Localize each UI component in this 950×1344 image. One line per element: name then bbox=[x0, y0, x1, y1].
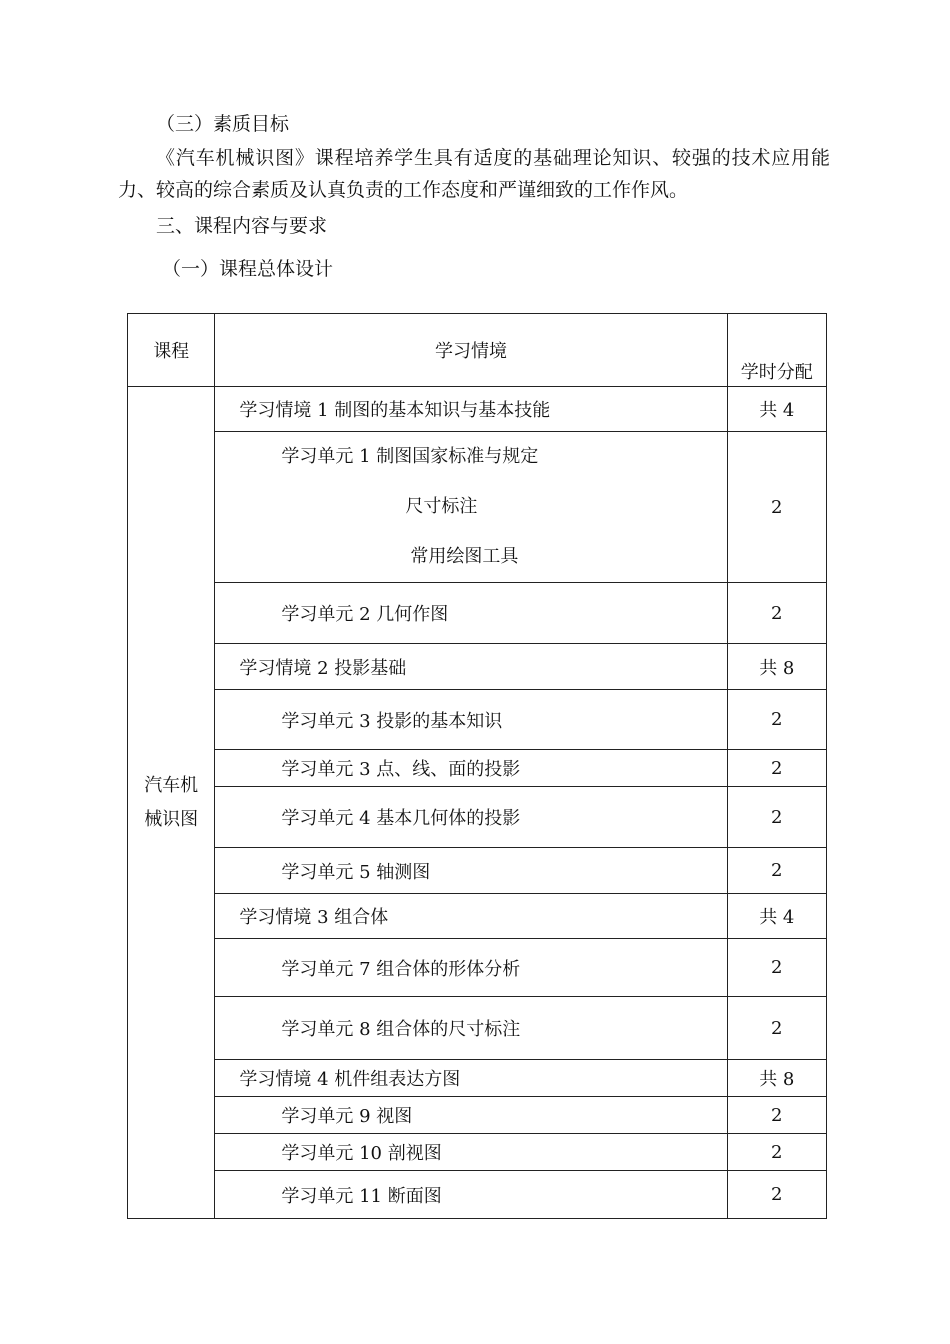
unit-label: 学习单元 3 投影的基本知识 bbox=[215, 690, 727, 750]
unit-label: 学习单元 10 剖视图 bbox=[215, 1134, 727, 1171]
course-name-line: 械识图 bbox=[144, 808, 199, 830]
hours-value: 2 bbox=[727, 583, 826, 644]
header-hours: 学时分配 bbox=[727, 314, 826, 387]
hours-value: 共 4 bbox=[727, 387, 826, 432]
header-situation: 学习情境 bbox=[215, 314, 727, 387]
table-row bbox=[128, 432, 827, 583]
situation-label: 学习情境 1 制图的基本知识与基本技能 bbox=[215, 387, 727, 432]
quality-goals-paragraph: 《汽车机械识图》课程培养学生具有适度的基础理论知识、较强的技术应用能力、较高的综合素质及认真负责的工作态度和严谨细致的工作作风。 bbox=[118, 147, 830, 201]
unit-label: 学习单元 7 组合体的形体分析 bbox=[215, 939, 727, 997]
table-row bbox=[128, 1097, 827, 1134]
unit-label: 学习单元 9 视图 bbox=[215, 1097, 727, 1134]
table-row bbox=[128, 644, 827, 690]
table-row bbox=[128, 750, 827, 787]
hours-value: 2 bbox=[727, 432, 826, 583]
hours-value: 2 bbox=[727, 690, 826, 750]
course-name-cell bbox=[128, 387, 215, 1219]
unit-label-line: 尺寸标注 bbox=[405, 496, 478, 517]
header-course: 课程 bbox=[128, 314, 215, 387]
hours-value: 2 bbox=[727, 939, 826, 997]
table-header-row bbox=[128, 314, 827, 387]
curriculum-table bbox=[127, 313, 827, 1219]
table-row bbox=[128, 939, 827, 997]
table-row bbox=[128, 894, 827, 939]
hours-value: 2 bbox=[727, 997, 826, 1060]
hours-value: 2 bbox=[727, 787, 826, 848]
unit-label: 学习单元 2 几何作图 bbox=[215, 583, 727, 644]
unit-label: 学习单元 4 基本几何体的投影 bbox=[215, 787, 727, 848]
unit-label: 学习单元 5 轴测图 bbox=[215, 848, 727, 894]
table-row bbox=[128, 1134, 827, 1171]
table-row bbox=[128, 1171, 827, 1219]
situation-label: 学习情境 2 投影基础 bbox=[215, 644, 727, 690]
table-row bbox=[128, 387, 827, 432]
hours-value: 共 8 bbox=[727, 1060, 826, 1097]
unit-label: 学习单元 11 断面图 bbox=[215, 1171, 727, 1219]
hours-value: 2 bbox=[727, 848, 826, 894]
hours-value: 2 bbox=[727, 1097, 826, 1134]
table-row bbox=[128, 690, 827, 750]
hours-value: 2 bbox=[727, 750, 826, 787]
hours-value: 共 8 bbox=[727, 644, 826, 690]
table-row bbox=[128, 583, 827, 644]
table-row bbox=[128, 997, 827, 1060]
unit-label-multi bbox=[215, 432, 727, 583]
section-three-heading: 三、课程内容与要求 bbox=[156, 215, 328, 237]
table-row bbox=[128, 787, 827, 848]
unit-label-line: 学习单元 1 制图国家标准与规定 bbox=[281, 446, 539, 467]
table-row bbox=[128, 848, 827, 894]
hours-value: 2 bbox=[727, 1134, 826, 1171]
situation-label: 学习情境 4 机件组表达方图 bbox=[215, 1060, 727, 1097]
overall-design-heading: （一）课程总体设计 bbox=[162, 258, 334, 280]
situation-label: 学习情境 3 组合体 bbox=[215, 894, 727, 939]
hours-value: 共 4 bbox=[727, 894, 826, 939]
quality-goals-heading: （三）素质目标 bbox=[156, 113, 290, 135]
unit-label-line: 常用绘图工具 bbox=[410, 546, 519, 567]
unit-label: 学习单元 3 点、线、面的投影 bbox=[215, 750, 727, 787]
hours-value: 2 bbox=[727, 1171, 826, 1219]
unit-label: 学习单元 8 组合体的尺寸标注 bbox=[215, 997, 727, 1060]
table-row bbox=[128, 1060, 827, 1097]
course-name-line: 汽车机 bbox=[144, 774, 199, 796]
